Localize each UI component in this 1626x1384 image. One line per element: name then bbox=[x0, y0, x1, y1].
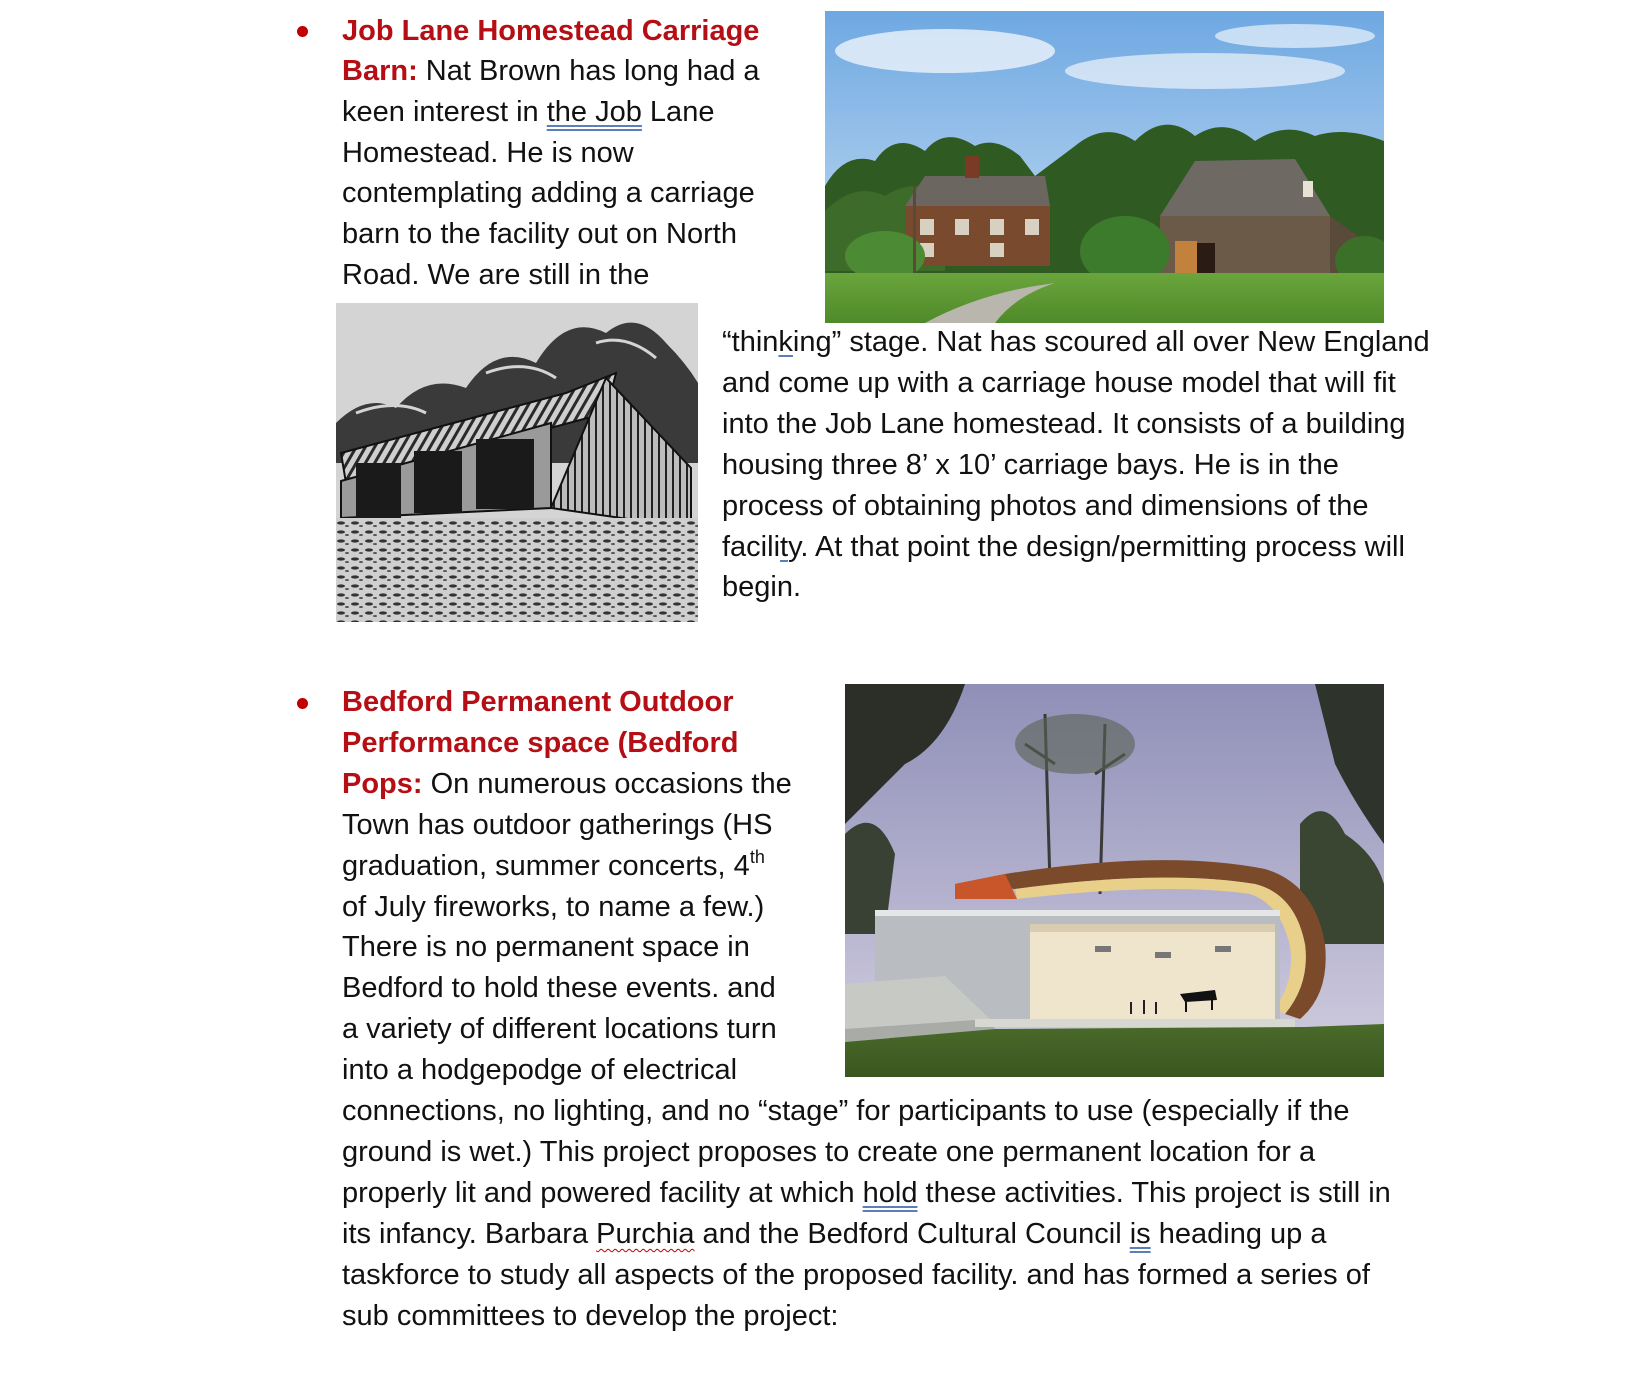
bedford-heading-line-1 bbox=[342, 681, 734, 723]
grammar-flag-is[interactable]: is bbox=[1129, 1218, 1151, 1250]
bedford-text: its infancy. Barbara bbox=[342, 1218, 597, 1250]
bedford-line-16: sub committees to develop the project: bbox=[342, 1300, 839, 1332]
bedford-text: and the Bedford Cultural Council bbox=[694, 1218, 1130, 1250]
bedford-line-6: of July fireworks, to name a few.) bbox=[342, 891, 765, 923]
bedford-heading-line-2 bbox=[342, 722, 738, 764]
bedford-line-3 bbox=[342, 763, 792, 805]
edit-mark: t bbox=[780, 531, 789, 563]
job-lane-line-10: into the Job Lane homestead. It consists of a building bbox=[722, 408, 1406, 440]
bedford-text: graduation, summer concerts, 4 bbox=[342, 850, 750, 882]
bedford-text: properly lit and powered facility at which bbox=[342, 1177, 863, 1209]
bedford-line-4: Town has outdoor gatherings (HS bbox=[342, 809, 773, 841]
spelling-flag-purchia[interactable]: Purchia bbox=[596, 1218, 695, 1250]
bedford-text: heading up a bbox=[1150, 1218, 1327, 1250]
job-lane-line-14: begin. bbox=[722, 571, 802, 603]
job-lane-text: Lane bbox=[641, 96, 715, 128]
job-lane-line-7: Road. We are still in the bbox=[342, 259, 650, 291]
bedford-line-13 bbox=[342, 1172, 1391, 1214]
bullet-bedford-pops bbox=[297, 698, 308, 709]
bedford-line-11: connections, no lighting, and no “stage” for participants to use (especially if the bbox=[342, 1095, 1350, 1127]
job-lane-line-3 bbox=[342, 91, 714, 133]
bedford-line-12: ground is wet.) This project proposes to create one permanent location for a bbox=[342, 1136, 1316, 1168]
job-lane-line-11: housing three 8’ x 10’ carriage bays. He is in the bbox=[722, 449, 1339, 481]
job-lane-text: “thin bbox=[722, 326, 779, 358]
job-lane-line-2 bbox=[342, 50, 760, 92]
job-lane-heading-line-1 bbox=[342, 10, 759, 52]
bedford-text: On numerous occasions the bbox=[422, 768, 792, 800]
bedford-line-9: a variety of different locations turn bbox=[342, 1013, 777, 1045]
bedford-line-5 bbox=[342, 845, 765, 887]
bedford-text: these activities. This project is still in bbox=[917, 1177, 1391, 1209]
homestead-photo bbox=[825, 11, 1384, 323]
job-lane-text: keen interest in bbox=[342, 96, 547, 128]
job-lane-line-9: and come up with a carriage house model that will fit bbox=[722, 367, 1396, 399]
job-lane-heading-end: Barn: bbox=[342, 55, 418, 87]
bedford-line-15: taskforce to study all aspects of the proposed facility. and has formed a series of bbox=[342, 1259, 1370, 1291]
bedford-heading-end: Pops: bbox=[342, 768, 423, 800]
job-lane-line-12: process of obtaining photos and dimensions of the bbox=[722, 490, 1369, 522]
bedford-line-7: There is no permanent space in bbox=[342, 931, 750, 963]
edit-mark: k bbox=[778, 326, 793, 358]
carriage-barn-sketch bbox=[336, 303, 698, 622]
job-lane-text: Nat Brown has long had a bbox=[417, 55, 760, 87]
bedford-heading: Bedford Permanent Outdoor bbox=[342, 686, 734, 718]
job-lane-line-13 bbox=[722, 526, 1405, 568]
bedford-line-10: into a hodgepodge of electrical bbox=[342, 1054, 738, 1086]
bedford-heading: Performance space (Bedford bbox=[342, 727, 739, 759]
pavilion-photo bbox=[845, 684, 1384, 1077]
grammar-flag-the-job[interactable]: the Job bbox=[546, 96, 642, 128]
job-lane-line-6: barn to the facility out on North bbox=[342, 218, 737, 250]
job-lane-line-4: Homestead. He is now bbox=[342, 137, 634, 169]
bedford-line-14 bbox=[342, 1213, 1326, 1255]
job-lane-line-5: contemplating adding a carriage bbox=[342, 177, 755, 209]
bedford-line-8: Bedford to hold these events. and bbox=[342, 972, 776, 1004]
grammar-flag-hold[interactable]: hold bbox=[862, 1177, 918, 1209]
job-lane-line-8 bbox=[722, 321, 1430, 363]
job-lane-text: facili bbox=[722, 531, 781, 563]
job-lane-text: ing” stage. Nat has scoured all over New England bbox=[792, 326, 1430, 358]
bullet-job-lane bbox=[297, 26, 308, 37]
job-lane-text: y. At that point the design/permitting process will bbox=[788, 531, 1405, 563]
job-lane-heading: Job Lane Homestead Carriage bbox=[342, 15, 760, 47]
superscript-th: th bbox=[749, 847, 765, 867]
